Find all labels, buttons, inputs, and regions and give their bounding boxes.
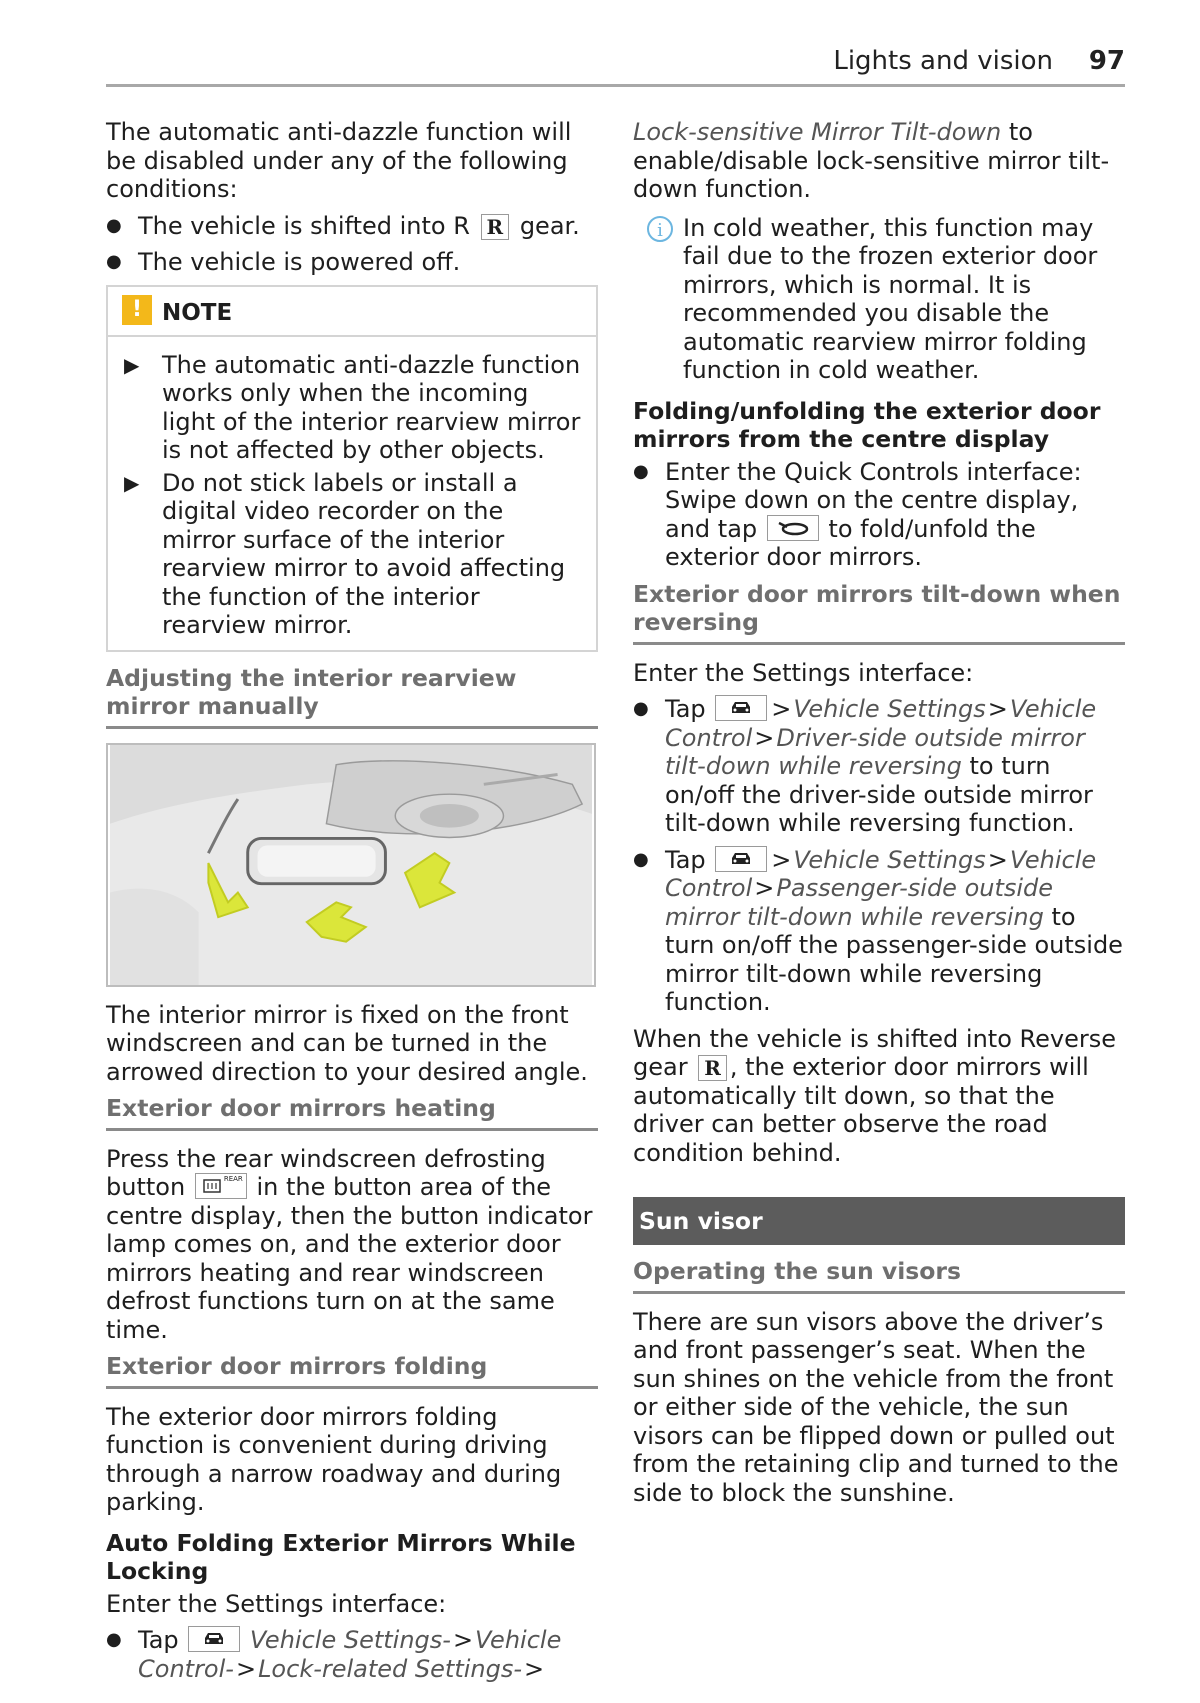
sun-visor-section-bar: Sun visor <box>633 1197 1125 1245</box>
path-vehicle-settings: Vehicle Settings <box>793 695 986 723</box>
fold-text: to fold/unfold the exterior door mirrors. <box>665 514 1036 571</box>
bullet-text: The vehicle is shifted into R <box>138 211 470 240</box>
tap-text: Tap <box>665 695 706 723</box>
rear-label: REAR <box>223 1175 243 1183</box>
intro-paragraph: The automatic anti-dazzle function will be disabled under any of the following conditions: <box>106 118 572 203</box>
note-header <box>108 287 596 337</box>
note-item: ▶ Do not stick labels or install a digital video recorder on the mirror surface of the interior rearview mirror to avoid affecting the function of the interior rearview mirror. <box>122 469 582 640</box>
chevron-right-icon: > <box>987 695 1008 723</box>
heating-text: Press the rear windscreen defrosting button <box>106 1144 546 1201</box>
reverse-paragraph <box>633 1025 1125 1168</box>
left-column <box>106 118 598 1691</box>
driver-text: to turn on/off the driver-side outside mirror tilt-down while reversing function. <box>665 752 1093 837</box>
lock-sensitive-paragraph <box>633 118 1125 204</box>
car-icon <box>715 695 767 721</box>
mirror-fold-icon <box>767 515 819 541</box>
tap-text: Tap <box>665 845 706 874</box>
lock-sensitive-text: to enable/disable lock-sensitive mirror tilt-down function. <box>633 118 1110 203</box>
warning-icon: ! <box>122 295 152 325</box>
mirror-fixed-paragraph: The interior mirror is fixed on the front windscreen and can be turned in the arrowed direction to your desired angle. <box>106 1000 588 1086</box>
path-vehicle-control: Vehicle Control <box>665 695 1097 752</box>
path-passenger-side: Passenger-side outside mirror tilt-down while reversing <box>665 874 1054 931</box>
info-note-text: In cold weather, this function may fail due to the frozen exterior door mirrors, which is normal. It is recommended you disable the automatic rearview mirror folding function in cold weather. <box>683 213 1098 384</box>
rear-defrost-icon <box>195 1173 247 1199</box>
chevron-right-icon: > <box>771 695 792 723</box>
tap-text: Tap <box>138 1626 179 1654</box>
heading-adjust-mirror: Adjusting the interior rearview mirror manually <box>106 664 598 729</box>
path-lock-related: Lock-related Settings- <box>258 1654 523 1683</box>
chevron-right-icon: > <box>754 874 775 902</box>
info-note <box>633 214 1125 385</box>
note-item: ▶ The automatic anti-dazzle function works only when the incoming light of the interior rearview mirror is not affected by other objects. <box>122 351 582 465</box>
tilt-steps <box>633 695 1125 1017</box>
heading-mirrors-heating: Exterior door mirrors heating <box>106 1094 598 1131</box>
passenger-text: to turn on/off the passenger-side outside mirror tilt-down while reversing function. <box>665 902 1123 1016</box>
heading-operating-sun-visors: Operating the sun visors <box>633 1257 1125 1294</box>
r-gear-icon: R <box>698 1055 727 1081</box>
heating-text: in the button area of the centre display, then the button indicator lamp comes on, and the exterior door mirrors heating and rear windscreen defrost functions turn on at the same time. <box>106 1173 593 1344</box>
path-vehicle-control: Vehicle Control <box>665 845 1097 902</box>
path-driver-side: Driver-side outside mirror tilt-down while reversing <box>665 723 1085 780</box>
fold-text: Enter the Quick Controls interface: Swipe down on the centre display, and tap <box>665 457 1082 543</box>
chevron-right-icon: > <box>235 1654 257 1683</box>
chevron-right-icon: > <box>524 1654 545 1683</box>
page-header <box>106 44 1125 87</box>
enter-settings-text: Enter the Settings interface: <box>633 658 974 687</box>
enter-settings-text: Enter the Settings interface: <box>106 1589 447 1618</box>
reverse-text: When the vehicle is shifted into Reverse gear <box>633 1024 1116 1081</box>
sun-visor-paragraph: There are sun visors above the driver’s and front passenger’s seat. When the sun shines on the vehicle from the front or either side of the vehicle, the sun visors can be flipped down or pulled out from the retaining clip and turned to the side to block the sunshine. <box>633 1307 1119 1507</box>
list-item <box>633 846 1125 1017</box>
reverse-text: , the exterior door mirrors will automatically tilt down, so that the driver can better observe the road condition behind. <box>633 1053 1089 1167</box>
interior-mirror-illustration <box>106 743 596 987</box>
lock-sensitive-term: Lock-sensitive Mirror Tilt-down <box>633 118 1002 146</box>
bullet-text: gear. <box>519 211 580 240</box>
right-column <box>633 118 1125 1515</box>
note-body <box>108 337 596 650</box>
heading-tilt-down: Exterior door mirrors tilt-down when reversing <box>633 580 1125 645</box>
fold-center-heading: Folding/unfolding the exterior door mirrors from the centre display <box>633 396 1101 453</box>
note-box <box>106 285 598 652</box>
list-item: ● The vehicle is powered off. <box>106 248 598 277</box>
auto-folding-heading: Auto Folding Exterior Mirrors While Locking <box>106 1528 576 1585</box>
chevron-right-icon: > <box>771 845 792 874</box>
list-item <box>106 212 598 241</box>
heading-mirrors-folding: Exterior door mirrors folding <box>106 1352 598 1389</box>
note-title: NOTE <box>162 299 233 326</box>
chevron-right-icon: > <box>987 845 1008 874</box>
path-vehicle-settings: Vehicle Settings <box>793 845 986 874</box>
heating-paragraph <box>106 1145 598 1345</box>
section-title: Lights and vision <box>833 46 1053 76</box>
chevron-right-icon: > <box>754 723 775 752</box>
list-item <box>633 695 1125 838</box>
list-item <box>633 458 1125 572</box>
conditions-list <box>106 212 598 277</box>
info-icon: i <box>647 216 673 242</box>
path-vehicle-control: Vehicle Control- <box>138 1626 562 1683</box>
folding-paragraph: The exterior door mirrors folding function is convenient during driving through a narrow roadway and during parking. <box>106 1402 562 1516</box>
fold-center-list <box>633 458 1125 572</box>
auto-fold-steps <box>106 1626 598 1683</box>
chevron-right-icon: > <box>452 1626 474 1654</box>
list-item <box>106 1626 598 1683</box>
path-vehicle-settings: Vehicle Settings- <box>249 1626 451 1654</box>
r-gear-icon: R <box>481 214 510 240</box>
page-number: 97 <box>1088 46 1125 76</box>
car-icon <box>715 846 767 872</box>
car-icon <box>188 1626 240 1652</box>
